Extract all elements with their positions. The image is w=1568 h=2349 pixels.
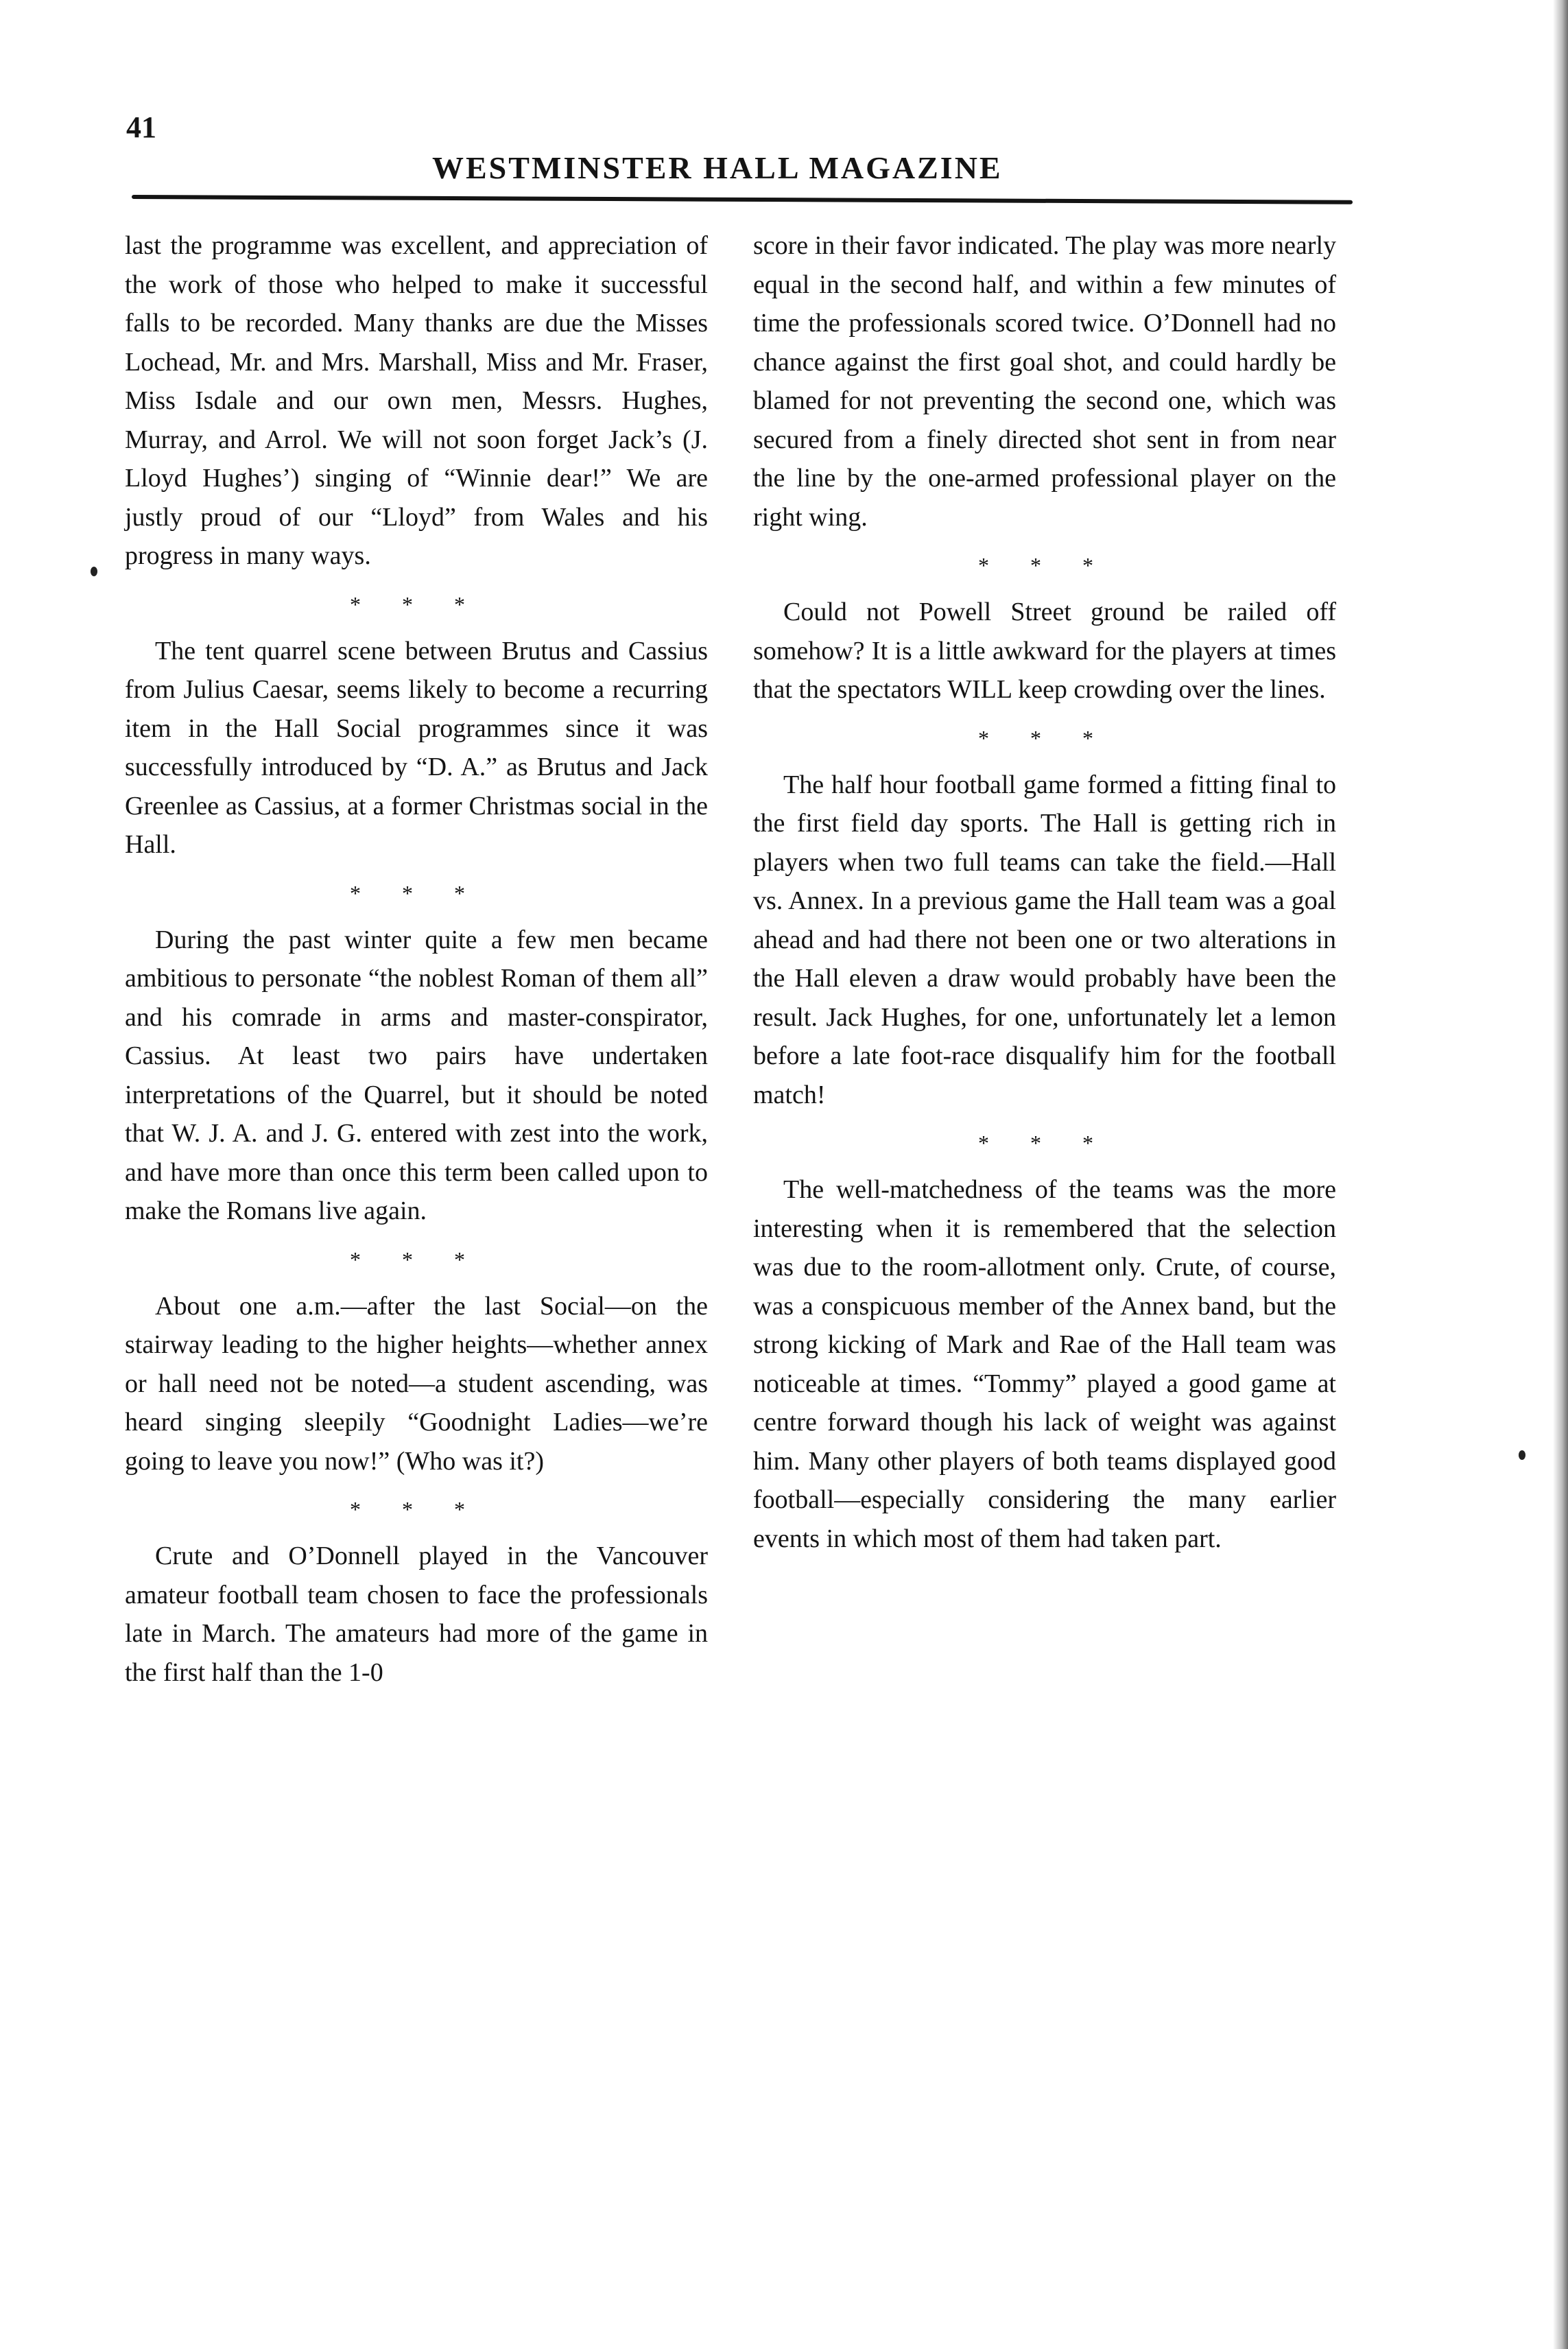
- running-head-title: WESTMINSTER HALL MAGAZINE: [432, 150, 1003, 185]
- left-column: [125, 226, 708, 1692]
- section-separator: * * *: [350, 1497, 483, 1522]
- left-paragraph-4: About one a.m.—after the last Social—on the stairway leading to the higher heights—whether annex or hall need not be noted—a student ascending, was heard singing sleepily “Goodnight Ladies—we’re going to leave you now!” (Who was it?): [125, 1291, 708, 1476]
- right-paragraph-4: The well-matchedness of the teams was the more interesting when it is remembered that the selection was due to the room-allotment only. Crute, of course, was a conspicuous member of the Annex band, but the strong kicking of Mark and Rae of the Hall team was noticeable at times. “Tommy” played a good game at centre forward though his lack of weight was against him. Many other players of both teams displayed good football—especially considering the many earlier events in which most of them had taken part.: [753, 1175, 1336, 1553]
- section-separator: * * *: [350, 591, 483, 617]
- binding-edge: [1553, 0, 1568, 2349]
- right-column: [753, 226, 1336, 1558]
- left-paragraph-3: During the past winter quite a few men became ambitious to personate “the noblest Roman of them all” and his comrade in arms and master-conspirator, Cassius. At least two pairs have undertaken interpretations of the Quarrel, but it should be noted that W. J. A. and J. G. entered with zest into the work, and have more than once this term been called upon to make the Romans live again.: [125, 925, 708, 1225]
- right-paragraph-1: score in their favor indicated. The play was more nearly equal in the second half, and within a few minutes of time the professionals scored twice. O’Donnell had no chance against the first goal shot, and could hardly be blamed for not preventing the second one, which was secured from a finely directed shot sent in from near the line by the one-armed professional player on the right wing.: [753, 231, 1336, 532]
- stray-ink-mark: [1519, 1450, 1525, 1460]
- stray-ink-mark: [91, 567, 97, 576]
- left-paragraph-5: Crute and O’Donnell played in the Vancouver amateur football team chosen to face the professionals late in March. The amateurs had more of the game in the first half than the 1-0: [125, 1542, 708, 1687]
- section-separator: * * *: [350, 880, 483, 906]
- right-paragraph-2: Could not Powell Street ground be railed off somehow? It is a little awkward for the players at times that the spectators WILL keep crowding over the lines.: [753, 598, 1336, 704]
- section-separator: * * *: [350, 1247, 483, 1272]
- header-rule: [132, 195, 1353, 204]
- section-separator: * * *: [978, 1131, 1111, 1155]
- section-separator: * * *: [978, 725, 1111, 751]
- left-paragraph-1: last the programme was excellent, and appreciation of the work of those who helped to make it successful falls to be recorded. Many thanks are due the Misses Lochead, Mr. and Mrs. Marshall, Miss and Mr. Fraser, Miss Isdale and our own men, Messrs. Hughes, Murray, and Arrol. We will not soon forget Jack’s (J. Lloyd Hughes’) singing of “Winnie dear!” We are justly proud of our “Lloyd” from Wales and his progress in many ways.: [125, 231, 708, 570]
- left-paragraph-2: The tent quarrel scene between Brutus and Cassius from Julius Caesar, seems likely to become a recurring item in the Hall Social programmes since it was successfully introduced by “D. A.” as Brutus and Jack Greenlee as Cassius, at a former Christmas social in the Hall.: [125, 636, 708, 859]
- page-number: 41: [126, 110, 156, 144]
- right-paragraph-3: The half hour football game formed a fitting final to the first field day sports. The Hall is getting rich in players when two full teams can take the field.—Hall vs. Annex. In a previous game the Hall team was a goal ahead and had there not been one or two alterations in the Hall eleven a draw would probably have been the result. Jack Hughes, for one, unfortunately let a lemon before a late foot-race disqualify him for the football match!: [753, 770, 1336, 1109]
- section-separator: * * *: [978, 553, 1111, 578]
